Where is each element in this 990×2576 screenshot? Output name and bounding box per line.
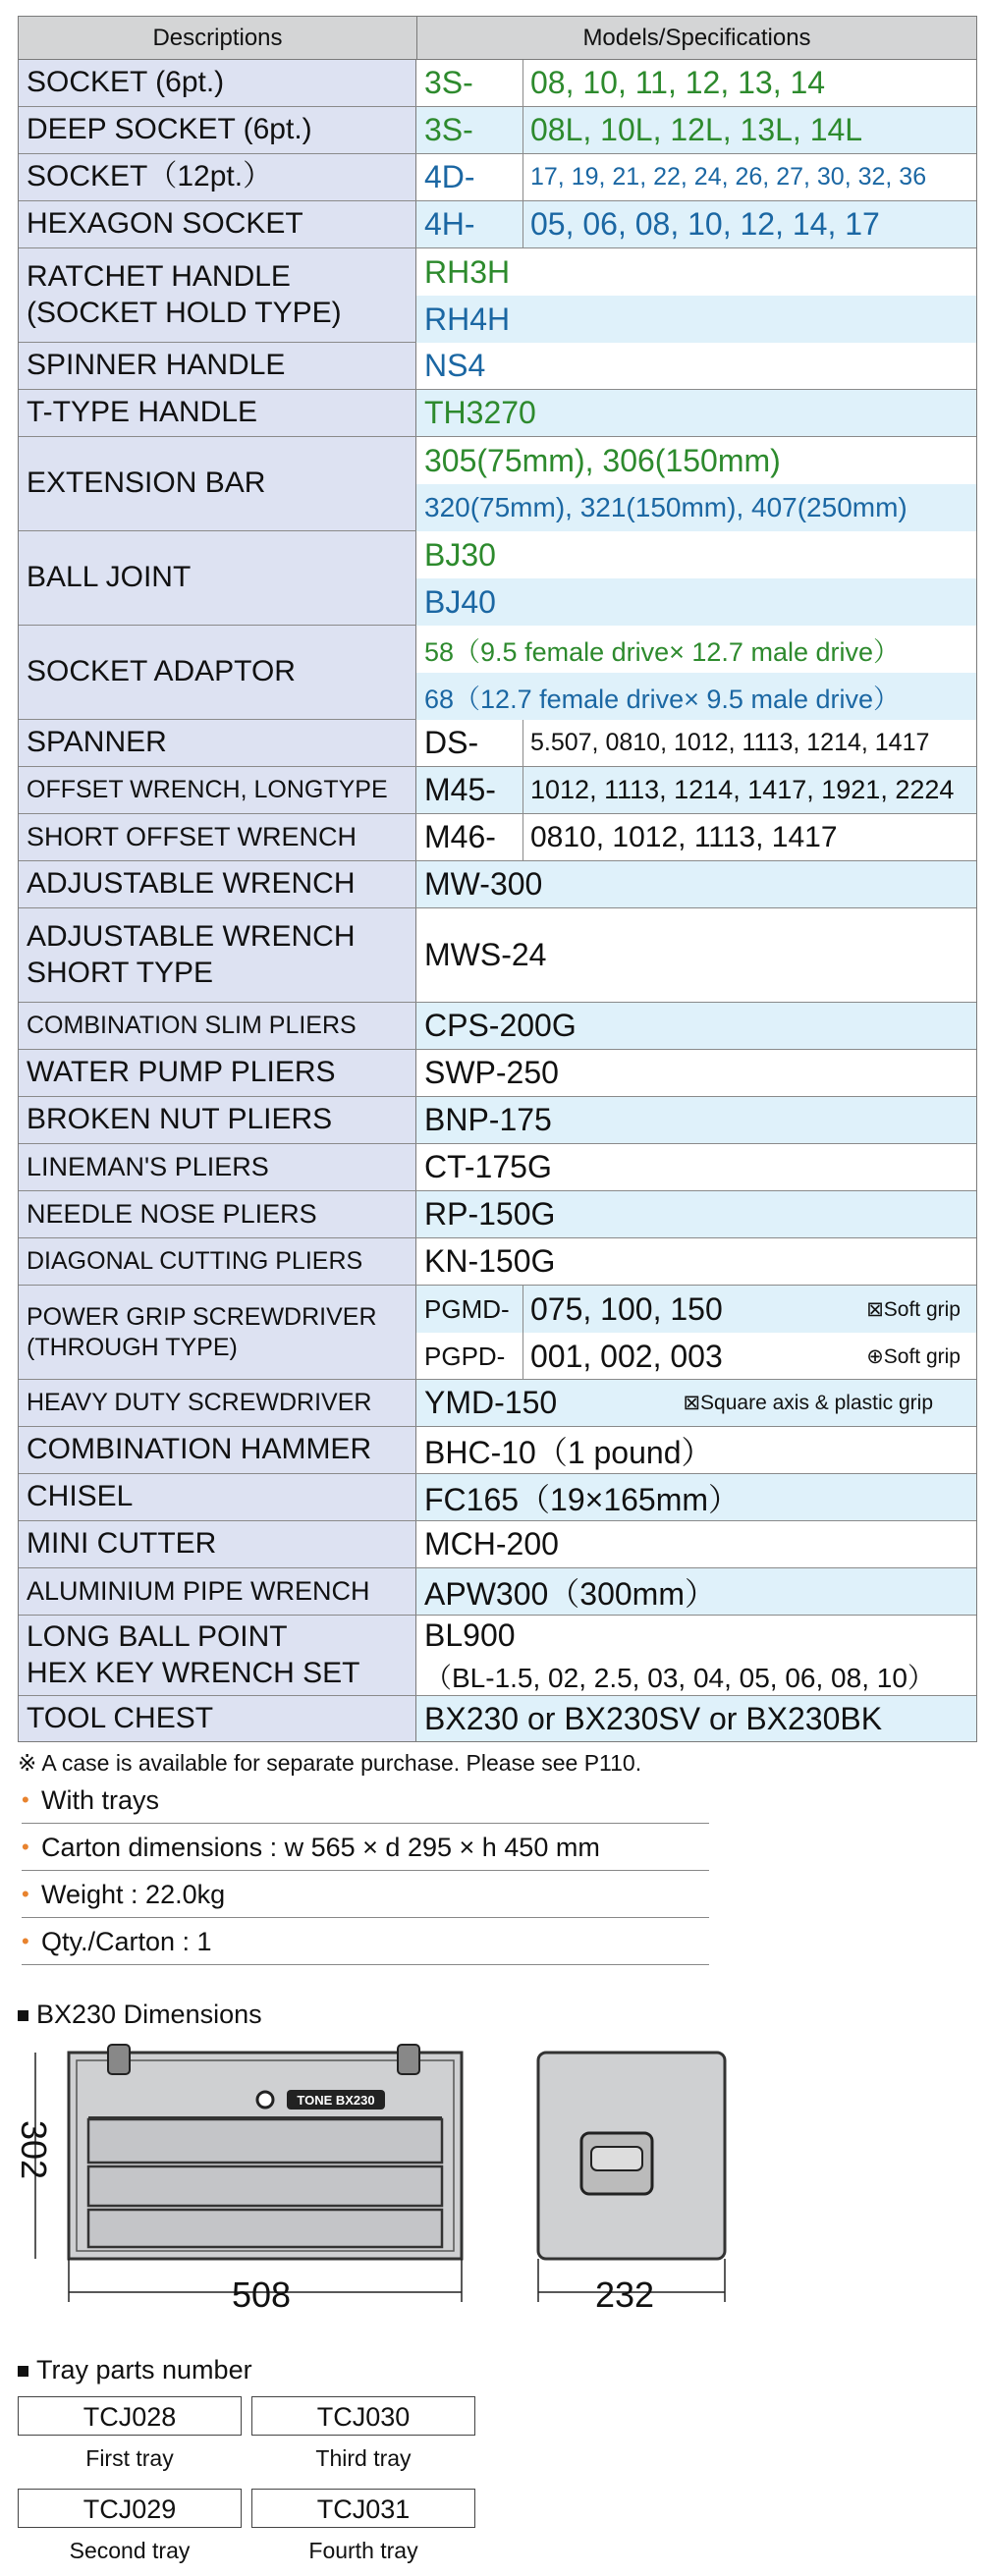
trays-title: Tray parts number: [18, 2355, 252, 2385]
model-value: MW-300: [424, 866, 543, 902]
model-values: 1012, 1113, 1214, 1417, 1921, 2224: [530, 775, 955, 804]
table-row: [19, 531, 976, 626]
model-values: 0810, 1012, 1113, 1417: [530, 820, 838, 853]
row-description: SOCKET ADAPTOR: [19, 626, 416, 719]
row-description: SPINNER HANDLE: [19, 343, 416, 389]
table-row: [19, 437, 976, 531]
model-value: SWP-250: [424, 1055, 559, 1090]
table-row: [19, 1616, 976, 1696]
table-row: [19, 390, 976, 437]
depth-dimension: 232: [595, 2275, 655, 2315]
model-line2: 320(75mm), 321(150mm), 407(250mm): [424, 492, 908, 522]
table-row: [19, 343, 976, 390]
model-value: FC165（19×165mm）: [424, 1481, 741, 1517]
row-description: EXTENSION BAR: [19, 437, 416, 530]
row-description: OFFSET WRENCH, LONGTYPE: [19, 767, 416, 813]
row-description: ADJUSTABLE WRENCH: [19, 861, 416, 907]
model-value: BNP-175: [424, 1102, 552, 1137]
model-value: TH3270: [424, 395, 536, 430]
table-row: [19, 1696, 976, 1741]
row-description: WATER PUMP PLIERS: [19, 1050, 416, 1096]
model-prefix: DS-: [424, 725, 479, 760]
row-description: DEEP SOCKET (6pt.): [19, 107, 416, 153]
model-prefix: 4H-: [424, 206, 475, 242]
table-row: [19, 1003, 976, 1050]
row-description: SOCKET (6pt.): [19, 60, 416, 106]
soft-grip-note: ⊠Soft grip: [866, 1297, 961, 1321]
model-value: CT-175G: [424, 1149, 552, 1184]
lock-icon: [257, 2092, 273, 2108]
row-description: ALUMINIUM PIPE WRENCH: [19, 1568, 416, 1615]
model-values: 05, 06, 08, 10, 12, 14, 17: [530, 206, 880, 242]
dimensions-title: BX230 Dimensions: [18, 2000, 262, 2030]
row-description: LINEMAN'S PLIERS: [19, 1144, 416, 1190]
table-row: [19, 1144, 976, 1191]
list-item: • Weight : 22.0kg: [22, 1872, 709, 1918]
tray-code: TCJ028: [18, 2396, 242, 2436]
case-note: ※ A case is available for separate purchase. Please see P110.: [18, 1750, 642, 1776]
model-prefix: 4D-: [424, 159, 475, 194]
model-prefix: PGMD-: [424, 1293, 510, 1324]
model-values: 08L, 10L, 12L, 13L, 14L: [530, 112, 863, 147]
row-description: MINI CUTTER: [19, 1521, 416, 1567]
row-description: COMBINATION HAMMER: [19, 1427, 416, 1473]
model-value: MCH-200: [424, 1526, 559, 1562]
list-item: • With trays: [22, 1778, 709, 1824]
list-item: • Qty./Carton : 1: [22, 1919, 709, 1965]
model-prefix: PGPD-: [424, 1341, 506, 1371]
model-values: 001, 002, 003: [530, 1338, 723, 1374]
row-description: COMBINATION SLIM PLIERS: [19, 1003, 416, 1049]
row-description: BALL JOINT: [19, 531, 416, 625]
table-row: [19, 1050, 976, 1097]
table-row: [19, 107, 976, 154]
height-dimension: 302: [14, 2119, 55, 2180]
table-row: [19, 1427, 976, 1474]
model-line2: RH4H: [424, 301, 511, 337]
model-value: RP-150G: [424, 1196, 556, 1232]
tray-label: Second tray: [69, 2538, 191, 2563]
model-line1: BJ30: [424, 536, 496, 573]
model-value: YMD-150: [424, 1385, 558, 1420]
header-models: Models/Specifications: [416, 17, 976, 60]
row-description: NEEDLE NOSE PLIERS: [19, 1191, 416, 1237]
model-line1: 305(75mm), 306(150mm): [424, 442, 781, 478]
row-description: SOCKET（12pt.）: [19, 154, 416, 200]
model-values: 075, 100, 150: [530, 1290, 723, 1327]
list-item: • Carton dimensions : w 565 × d 295 × h 450 mm: [22, 1825, 709, 1871]
table-row: [19, 1380, 976, 1427]
model-value: CPS-200G: [424, 1008, 577, 1043]
table-row: [19, 908, 976, 1003]
tray-code: TCJ029: [18, 2489, 242, 2528]
square-axis-note: ⊠Square axis & plastic grip: [683, 1392, 933, 1414]
tray-label: Fourth tray: [308, 2538, 418, 2563]
bx230-drawing: [0, 2023, 990, 2308]
row-description: DIAGONAL CUTTING PLIERS: [19, 1238, 416, 1285]
model-value: APW300（300mm）: [424, 1575, 716, 1612]
tray-code: TCJ030: [251, 2396, 475, 2436]
tray-code: TCJ031: [251, 2489, 475, 2528]
model-value: MWS-24: [424, 937, 547, 972]
model-value: NS4: [424, 348, 486, 383]
table-row: [19, 1238, 976, 1286]
model-prefix: 3S-: [424, 65, 473, 100]
table-row: [19, 1521, 976, 1568]
table-row: [19, 1474, 976, 1521]
table-row: [19, 1191, 976, 1238]
row-description: CHISEL: [19, 1474, 416, 1520]
tray-label: First tray: [85, 2445, 174, 2471]
model-line2: 68（12.7 female drive× 9.5 male drive）: [424, 684, 900, 714]
model-value: BHC-10（1 pound）: [424, 1434, 713, 1470]
model-value: KN-150G: [424, 1243, 556, 1279]
table-row: [19, 814, 976, 861]
row-description: HEXAGON SOCKET: [19, 201, 416, 247]
row-description: HEAVY DUTY SCREWDRIVER: [19, 1380, 416, 1426]
model-line2: （BL-1.5, 02, 2.5, 03, 04, 05, 06, 08, 10）: [424, 1662, 935, 1693]
table-row: [19, 767, 976, 814]
tray-label: Third tray: [315, 2445, 412, 2471]
row-description: T-TYPE HANDLE: [19, 390, 416, 436]
table-row: [19, 720, 976, 767]
row-description: SPANNER: [19, 720, 416, 766]
model-line1: BL900: [424, 1617, 516, 1653]
table-row: [19, 1568, 976, 1616]
table-row: [19, 154, 976, 201]
row-description: TOOL CHEST: [19, 1696, 416, 1741]
row-description: RATCHET HANDLE (SOCKET HOLD TYPE): [19, 248, 416, 342]
model-prefix: 3S-: [424, 112, 473, 147]
model-prefix: M46-: [424, 819, 496, 854]
table-header: [19, 17, 976, 60]
table-row: [19, 60, 976, 107]
spec-table: [18, 16, 977, 1742]
model-values: 17, 19, 21, 22, 24, 26, 27, 30, 32, 36: [530, 163, 927, 191]
model-line1: 58（9.5 female drive× 12.7 male drive）: [424, 636, 900, 667]
row-description: POWER GRIP SCREWDRIVER (THROUGH TYPE): [19, 1286, 416, 1379]
model-line1: RH3H: [424, 253, 511, 290]
header-descriptions: Descriptions: [152, 25, 283, 51]
table-row: [19, 626, 976, 720]
model-prefix: M45-: [424, 772, 496, 807]
soft-grip-note: ⊕Soft grip: [866, 1344, 961, 1368]
table-row: [19, 861, 976, 908]
row-description: SHORT OFFSET WRENCH: [19, 814, 416, 860]
table-row: [19, 201, 976, 248]
model-line2: BJ40: [424, 583, 496, 620]
table-row: [19, 1286, 976, 1380]
table-row: [19, 1097, 976, 1144]
chest-logo: TONE BX230: [297, 2093, 375, 2108]
width-dimension: 508: [232, 2275, 292, 2315]
model-value: BX230 or BX230SV or BX230BK: [424, 1700, 883, 1736]
row-description: BROKEN NUT PLIERS: [19, 1097, 416, 1143]
model-values: 08, 10, 11, 12, 13, 14: [530, 65, 826, 100]
model-values: 5.507, 0810, 1012, 1113, 1214, 1417: [530, 729, 930, 756]
row-description: ADJUSTABLE WRENCH SHORT TYPE: [19, 908, 416, 1002]
row-description: LONG BALL POINT HEX KEY WRENCH SET: [19, 1616, 416, 1695]
table-row: [19, 248, 976, 343]
